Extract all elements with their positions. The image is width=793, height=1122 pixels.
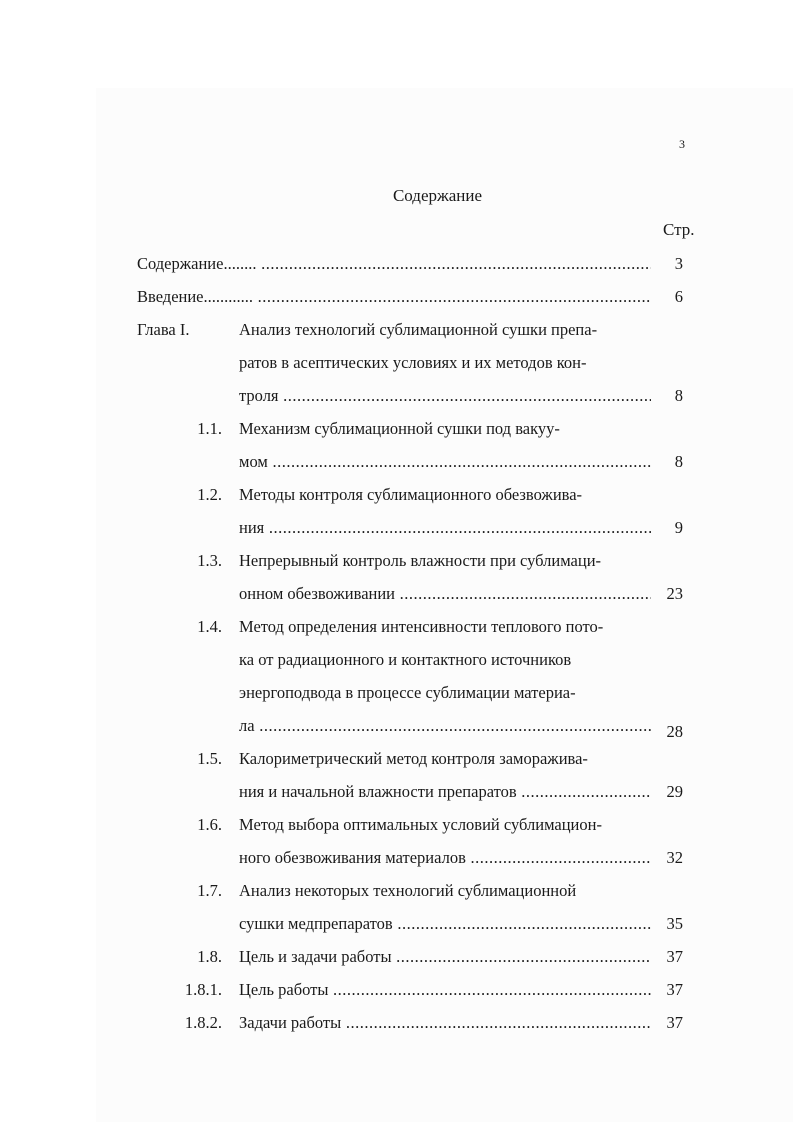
toc-entry-title-line: троля ..... <box>239 385 651 407</box>
toc-entry-title-line: ния ..... <box>239 517 651 539</box>
toc-entry-number: 1.4. <box>197 617 222 636</box>
toc-entry-title: Содержание........ ..... <box>137 253 651 275</box>
toc-entry-1-4[interactable] <box>137 616 697 748</box>
toc-entry-title-line: Анализ технологий сублимационной сушки препа- <box>239 320 598 339</box>
page-column-label: Стр. <box>663 220 695 239</box>
toc-entry-1-7[interactable] <box>137 880 697 946</box>
toc-entry-title-line: сушки медпрепаратов ..... <box>239 913 651 935</box>
toc-entry-title-line: Анализ некоторых технологий сублимационной <box>239 881 577 900</box>
toc-entry-title-line: Методы контроля сублимационного обезвожива- <box>239 485 583 504</box>
toc-entry-title-line: ка от радиационного и контактного источников <box>239 650 572 669</box>
toc-entry-page: 35 <box>666 914 683 933</box>
toc-entry-number: Глава I. <box>137 320 190 339</box>
toc-entry-1-6[interactable] <box>137 814 697 880</box>
toc-entry-page: 37 <box>666 1013 683 1032</box>
toc-entry-title-line: ного обезвоживания материалов ..... <box>239 847 651 869</box>
toc-entry-number: 1.1. <box>197 419 222 438</box>
toc-entry-page: 37 <box>666 947 683 966</box>
toc-entry-title-line: Непрерывный контроль влажности при сублимаци- <box>239 551 602 570</box>
toc-entry-number: 1.7. <box>197 881 222 900</box>
toc-entry-page: 8 <box>674 386 683 405</box>
toc-entry-introduction[interactable] <box>137 286 697 319</box>
toc-entry-1-1[interactable] <box>137 418 697 484</box>
toc-entry-number: 1.6. <box>197 815 222 834</box>
toc-entry-number: 1.2. <box>197 485 222 504</box>
toc-entry-title-line: мом ..... <box>239 451 651 473</box>
toc-entry-page: 3 <box>674 254 683 273</box>
table-of-contents <box>137 253 697 1045</box>
toc-entry-title-line: онном обезвоживании ..... <box>239 583 651 605</box>
toc-entry-title: Цель работы ..... <box>239 979 651 1001</box>
toc-entry-title-line: Метод определения интенсивности теплового пото- <box>239 617 604 636</box>
toc-entry-page: 8 <box>674 452 683 471</box>
toc-entry-number: 1.5. <box>197 749 222 768</box>
toc-entry-page: 9 <box>674 518 683 537</box>
toc-entry-1-8[interactable] <box>137 946 697 979</box>
toc-entry-1-5[interactable] <box>137 748 697 814</box>
toc-entry-page: 28 <box>666 722 683 741</box>
toc-entry-title: Цель и задачи работы ..... <box>239 946 651 968</box>
toc-entry-page: 29 <box>666 782 683 801</box>
toc-entry-title-line: ла ..... <box>239 715 651 737</box>
toc-entry-number: 1.8.1. <box>184 980 222 999</box>
toc-entry-1-8-1[interactable] <box>137 979 697 1012</box>
toc-entry-contents[interactable] <box>137 253 697 286</box>
toc-entry-chapter-1[interactable] <box>137 319 697 418</box>
toc-entry-title: Задачи работы ..... <box>239 1012 651 1034</box>
toc-entry-title-line: ратов в асептических условиях и их методов кон- <box>239 353 587 372</box>
toc-entry-title-line: Калориметрический метод контроля заморажива- <box>239 749 588 768</box>
toc-entry-1-8-2[interactable] <box>137 1012 697 1045</box>
toc-entry-1-2[interactable] <box>137 484 697 550</box>
toc-entry-page: 6 <box>674 287 683 306</box>
toc-entry-title-line: энергоподвода в процессе сублимации материа- <box>239 683 576 702</box>
toc-entry-number: 1.3. <box>197 551 222 570</box>
toc-entry-page: 32 <box>666 848 683 867</box>
toc-entry-title-line: Метод выбора оптимальных условий сублимацион- <box>239 815 602 834</box>
toc-entry-number: 1.8. <box>197 947 222 966</box>
toc-entry-title-line: ния и начальной влажности препаратов ..... <box>239 781 651 803</box>
toc-entry-title-line: Механизм сублимационной сушки под вакуу- <box>239 419 560 438</box>
page-number: 3 <box>679 137 685 151</box>
toc-entry-1-3[interactable] <box>137 550 697 616</box>
toc-entry-page: 23 <box>666 584 683 603</box>
page-title: Содержание <box>392 186 483 205</box>
toc-entry-page: 37 <box>666 980 683 999</box>
toc-entry-title: Введение............ ..... <box>137 286 651 308</box>
toc-entry-number: 1.8.2. <box>184 1013 222 1032</box>
